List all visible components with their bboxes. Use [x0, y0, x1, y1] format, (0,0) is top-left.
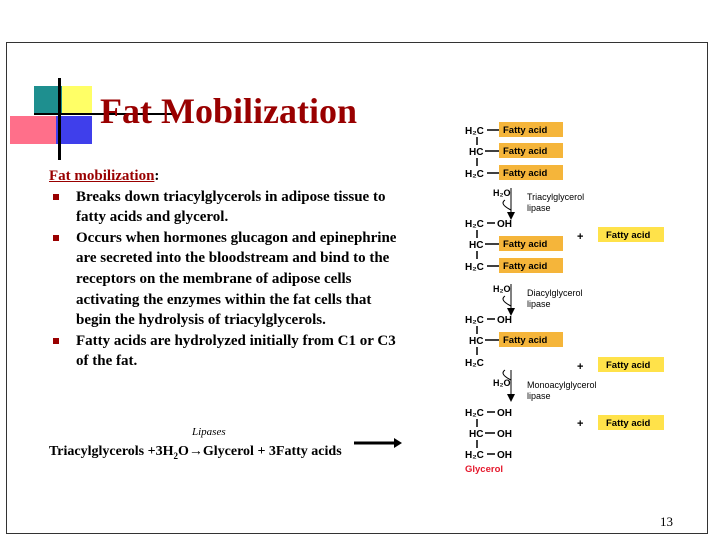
bullet-item	[49, 187, 399, 228]
hc-label: HC	[469, 336, 484, 347]
page-number: 13	[660, 514, 673, 529]
plus-sign: +	[577, 418, 584, 430]
enzyme-label: Triacylglycerol	[527, 192, 585, 202]
h2c-label: H₂C	[465, 219, 484, 230]
plus-sign: +	[577, 361, 584, 373]
hc-label: HC	[469, 240, 484, 251]
bullet-list	[49, 187, 399, 372]
bullet-square-icon	[53, 194, 59, 200]
heading-colon: :	[154, 168, 160, 184]
bullet-text: Breaks down triacylglycerols in adipose tissue to fatty acids and glycerol.	[76, 188, 386, 226]
h2c-label: H₂C	[465, 358, 484, 369]
deco-square-blue	[56, 116, 92, 144]
water-label: H₂O	[493, 284, 511, 294]
bullet-square-icon	[53, 338, 59, 344]
fatty-acid-label: Fatty acid	[503, 168, 548, 179]
bullet-item	[49, 228, 399, 331]
hc-label: HC	[469, 429, 484, 440]
enzyme-label: Monoacylglycerol	[527, 380, 597, 390]
h2c-label: H₂C	[465, 450, 484, 461]
bullet-text: Occurs when hormones glucagon and epinephrine are secreted into the bloodstream and bind to the receptors on the membrane of adipose cells activating the enzymes within the fat cells that begin the hydrolysis of triacylglycerols.	[76, 229, 397, 329]
enzyme-label: lipase	[527, 391, 551, 401]
fatty-acid-label: Fatty acid	[503, 239, 548, 250]
water-label: H₂O	[493, 188, 511, 198]
h2c-label: H₂C	[465, 262, 484, 273]
glycerol-label: Glycerol	[465, 464, 504, 475]
fatty-acid-label: Fatty acid	[503, 125, 548, 136]
free-fatty-acid-label: Fatty acid	[606, 230, 651, 241]
equation-left: Triacylglycerols +3H	[49, 444, 174, 459]
fatty-acid-label: Fatty acid	[503, 261, 548, 272]
fatty-acid-label: Fatty acid	[503, 335, 548, 346]
reaction-equation	[49, 444, 342, 461]
h2c-label: H₂C	[465, 408, 484, 419]
reaction-arrow-icon	[354, 437, 402, 449]
bullet-square-icon	[53, 235, 59, 241]
equation-right: O→Glycerol + 3Fatty acids	[178, 444, 342, 459]
h2c-label: H₂C	[465, 315, 484, 326]
enzyme-label: lipase	[527, 299, 551, 309]
oh-label: OH	[497, 315, 512, 326]
fatty-acid-label: Fatty acid	[503, 146, 548, 157]
oh-label: OH	[497, 429, 512, 440]
h2c-label: H₂C	[465, 169, 484, 180]
oh-label: OH	[497, 219, 512, 230]
body-heading	[49, 166, 399, 187]
free-fatty-acid-label: Fatty acid	[606, 360, 651, 371]
equation-subscript: 2	[173, 450, 178, 461]
lipolysis-diagram	[455, 118, 675, 478]
slide-body	[49, 166, 399, 372]
bullet-item	[49, 331, 399, 372]
h2c-label: H₂C	[465, 126, 484, 137]
slide-title: Fat Mobilization	[100, 91, 357, 131]
deco-square-yellow	[62, 86, 92, 114]
equation-enzyme: Lipases	[192, 426, 226, 438]
water-label: H₂O	[493, 378, 511, 388]
bullet-text: Fatty acids are hydrolyzed initially from C1 or C3 of the fat.	[76, 332, 396, 370]
oh-label: OH	[497, 408, 512, 419]
deco-vertical-line	[58, 78, 61, 160]
enzyme-label: Diacylglycerol	[527, 288, 583, 298]
plus-sign: +	[577, 231, 584, 243]
oh-label: OH	[497, 450, 512, 461]
free-fatty-acid-label: Fatty acid	[606, 418, 651, 429]
enzyme-label: lipase	[527, 203, 551, 213]
deco-square-pink	[10, 116, 56, 144]
heading-text: Fat mobilization	[49, 168, 155, 184]
hc-label: HC	[469, 147, 484, 158]
